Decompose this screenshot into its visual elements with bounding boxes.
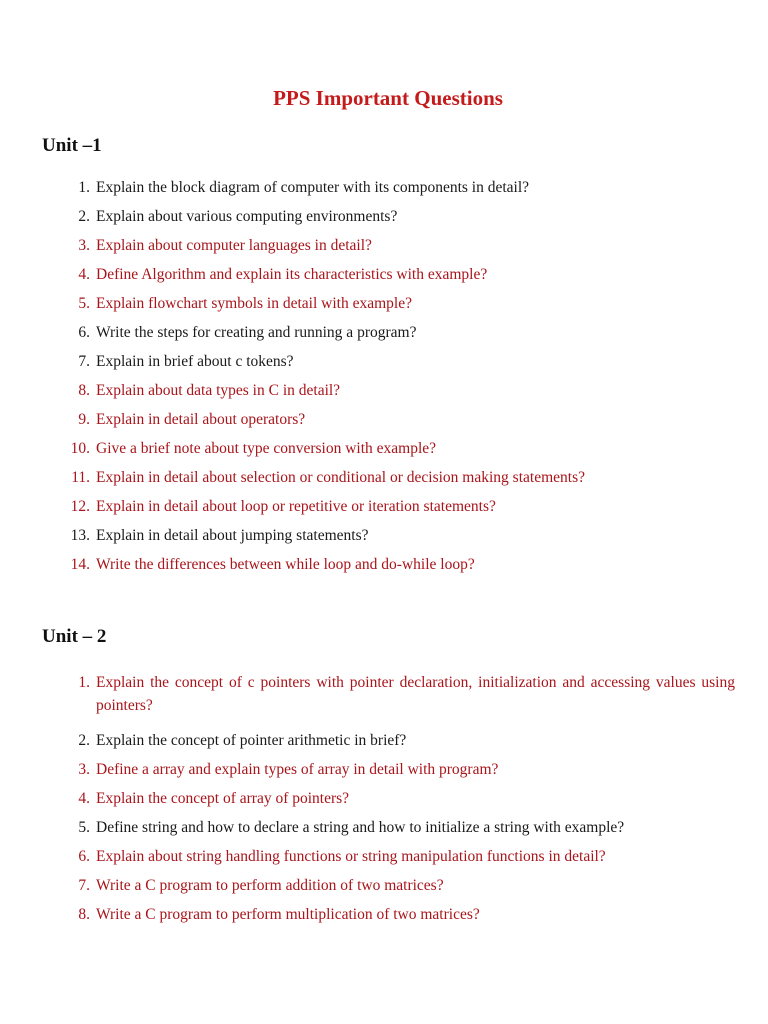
question-number: 4. xyxy=(78,266,90,283)
question-item xyxy=(0,176,768,205)
question-text: Explain in detail about loop or repetitive or iteration statements? xyxy=(96,498,496,515)
question-item xyxy=(0,729,768,758)
question-number: 11. xyxy=(71,469,90,486)
question-text: Explain about computer languages in detail? xyxy=(96,237,372,254)
question-text: Write a C program to perform addition of two matrices? xyxy=(96,877,444,894)
question-number: 5. xyxy=(78,819,90,836)
question-number: 12. xyxy=(70,498,90,515)
question-number: 9. xyxy=(78,411,90,428)
question-text: Explain the concept of pointer arithmetic in brief? xyxy=(96,732,407,749)
question-text: Explain the concept of array of pointers? xyxy=(96,790,350,807)
question-text: Explain about various computing environments? xyxy=(96,208,398,225)
question-item xyxy=(0,845,768,874)
question-number: 10. xyxy=(70,440,90,457)
question-item xyxy=(0,263,768,292)
question-number: 7. xyxy=(78,353,90,370)
question-text: Define a array and explain types of array in detail with program? xyxy=(96,761,499,778)
question-item xyxy=(0,816,768,845)
question-number: 2. xyxy=(78,732,90,749)
question-item xyxy=(0,758,768,787)
question-number: 2. xyxy=(78,208,90,225)
question-number: 8. xyxy=(78,382,90,399)
question-text: Explain about string handling functions or string manipulation functions in detail? xyxy=(96,848,606,865)
question-item xyxy=(0,350,768,379)
question-item xyxy=(0,466,768,495)
question-text: Define Algorithm and explain its characteristics with example? xyxy=(96,266,488,283)
question-number: 6. xyxy=(78,324,90,341)
question-item xyxy=(0,379,768,408)
question-item xyxy=(0,787,768,816)
question-text: Explain in brief about c tokens? xyxy=(96,353,294,370)
question-text: Explain flowchart symbols in detail with example? xyxy=(96,295,412,312)
question-item xyxy=(0,292,768,321)
question-item xyxy=(0,553,768,582)
question-item xyxy=(0,408,768,437)
question-item xyxy=(0,234,768,263)
unit-1-heading: Unit –1 xyxy=(42,135,102,156)
question-number: 1. xyxy=(78,179,90,196)
question-item xyxy=(0,321,768,350)
unit-2-question-list xyxy=(0,671,768,932)
question-text: Explain about data types in C in detail? xyxy=(96,382,341,399)
question-text: Explain the concept of c pointers with pointer declaration, initialization and accessing values using pointers? xyxy=(96,674,735,714)
question-text: Explain in detail about selection or conditional or decision making statements? xyxy=(96,469,585,486)
question-text: Give a brief note about type conversion with example? xyxy=(96,440,437,457)
question-item xyxy=(0,903,768,932)
question-number: 7. xyxy=(78,877,90,894)
question-item xyxy=(0,524,768,553)
question-text: Explain in detail about operators? xyxy=(96,411,306,428)
question-number: 6. xyxy=(78,848,90,865)
question-number: 5. xyxy=(78,295,90,312)
unit-2-heading: Unit – 2 xyxy=(42,626,107,647)
question-number: 14. xyxy=(70,556,90,573)
question-text: Explain in detail about jumping statements? xyxy=(96,527,369,544)
question-text: Write a C program to perform multiplication of two matrices? xyxy=(96,906,480,923)
question-item xyxy=(0,205,768,234)
question-number: 3. xyxy=(78,761,90,778)
question-text: Write the differences between while loop and do-while loop? xyxy=(96,556,475,573)
question-number: 3. xyxy=(78,237,90,254)
question-item xyxy=(0,671,768,729)
question-text: Write the steps for creating and running a program? xyxy=(96,324,417,341)
question-item xyxy=(0,874,768,903)
question-text: Define string and how to declare a string and how to initialize a string with example? xyxy=(96,819,625,836)
question-number: 1. xyxy=(78,674,90,691)
question-number: 8. xyxy=(78,906,90,923)
page-title: PPS Important Questions xyxy=(273,86,503,110)
question-text: Explain the block diagram of computer with its components in detail? xyxy=(96,179,530,196)
question-number: 4. xyxy=(78,790,90,807)
question-item xyxy=(0,495,768,524)
question-item xyxy=(0,437,768,466)
unit-1-question-list xyxy=(0,176,768,582)
question-number: 13. xyxy=(70,527,90,544)
